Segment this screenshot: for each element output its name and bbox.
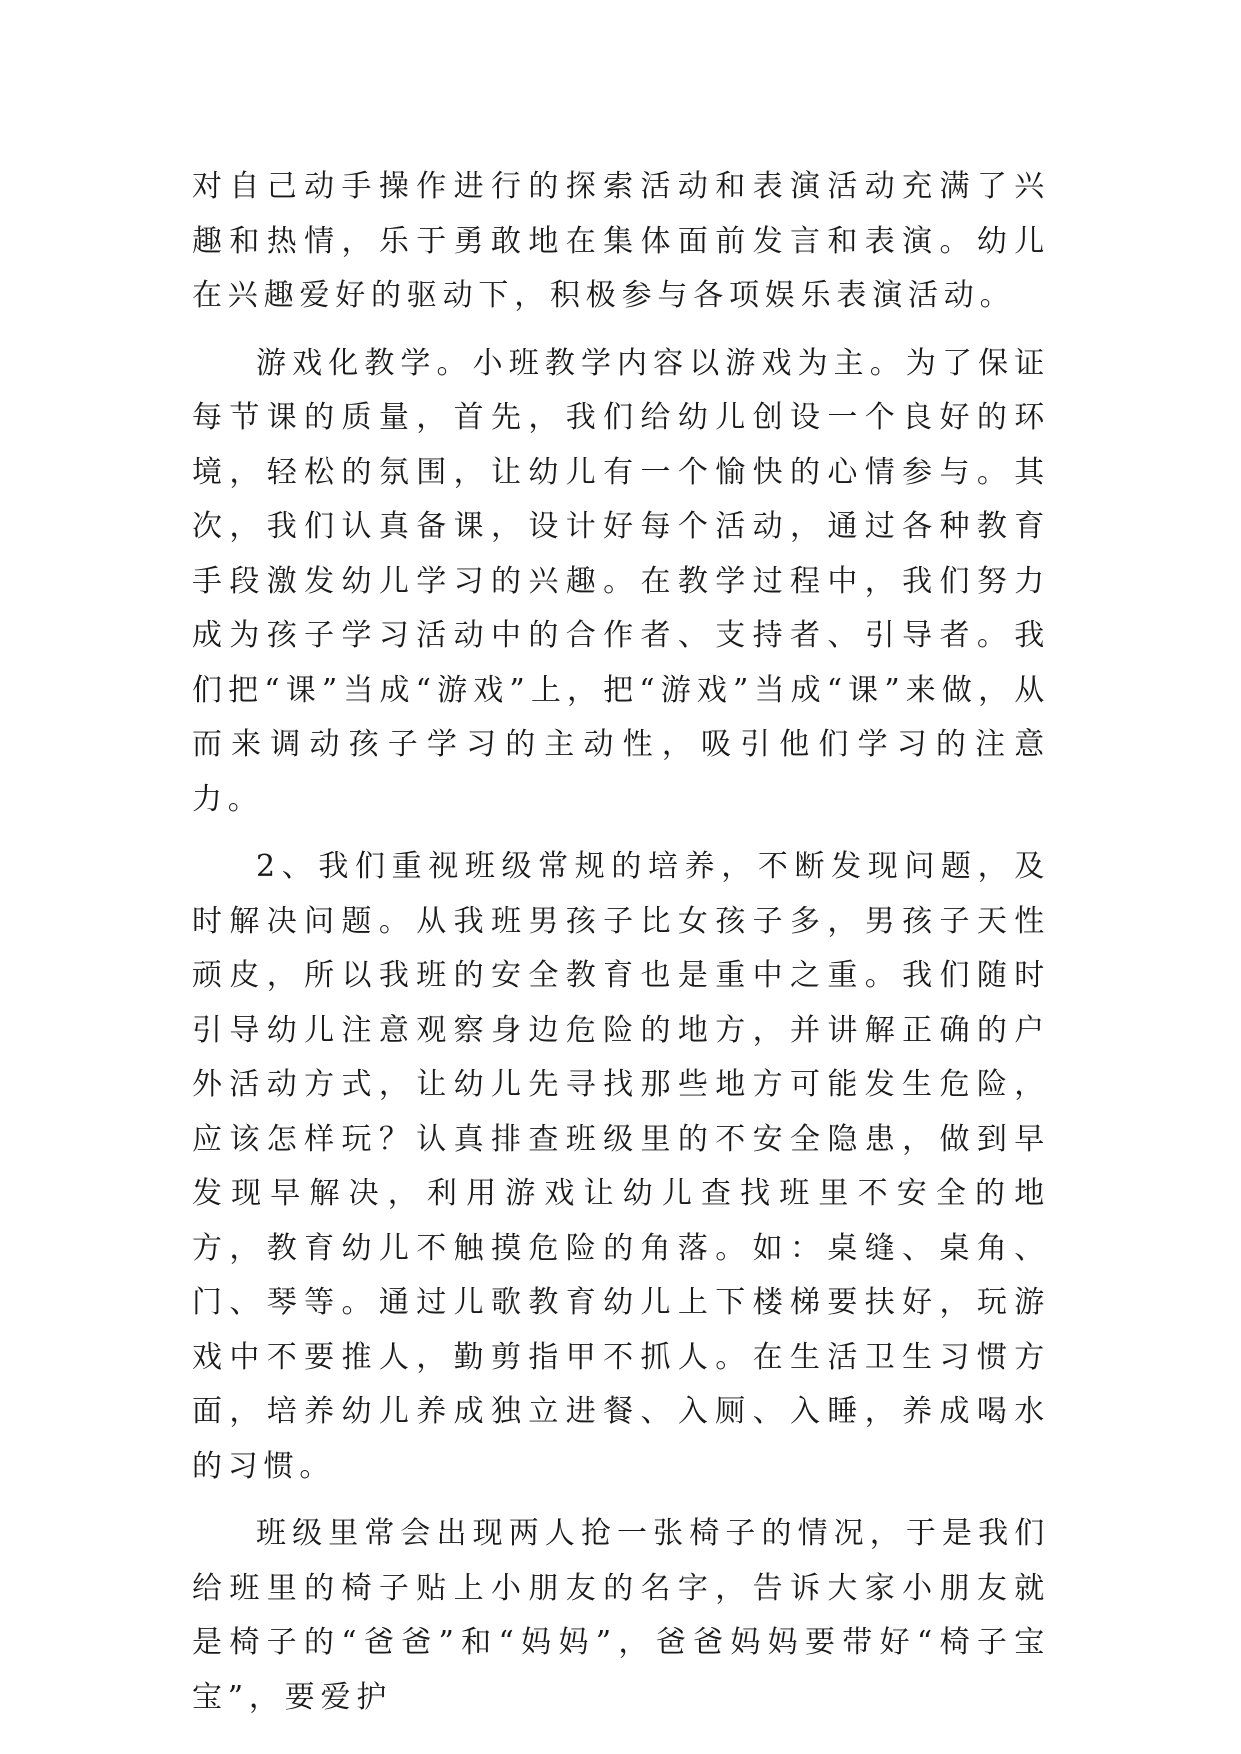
paragraph-continuation: 对自己动手操作进行的探索活动和表演活动充满了兴趣和热情，乐于勇敢地在集体面前发言和表演。幼儿在兴趣爱好的驱动下，积极参与各项娱乐表演活动。 xyxy=(192,169,1050,313)
document-body xyxy=(192,160,1050,1725)
paragraph-class-routine: 2、我们重视班级常规的培养，不断发现问题，及时解决问题。从我班男孩子比女孩子多，男孩子天性顽皮，所以我班的安全教育也是重中之重。我们随时引导幼儿注意观察身边危险的地方，并讲解正确的户外活动方式，让幼儿先寻找那些地方可能发生危险，应该怎样玩？认真排查班级里的不安全隐患，做到早发现早解决，利用游戏让幼儿查找班里不安全的地方，教育幼儿不触摸危险的角落。如：桌缝、桌角、门、琴等。通过儿歌教育幼儿上下楼梯要扶好，玩游戏中不要推人，勤剪指甲不抓人。在生活卫生习惯方面，培养幼儿养成独立进餐、入厕、入睡，养成喝水的习惯。 xyxy=(192,849,1050,1484)
paragraph-game-teaching: 游戏化教学。小班教学内容以游戏为主。为了保证每节课的质量，首先，我们给幼儿创设一个良好的环境，轻松的氛围，让幼儿有一个愉快的心情参与。其次，我们认真备课，设计好每个活动，通过各种教育手段激发幼儿学习的兴趣。在教学过程中，我们努力成为孩子学习活动中的合作者、支持者、引导者。我们把“课”当成“游戏”上，把“游戏”当成“课”来做，从而来调动孩子学习的主动性，吸引他们学习的注意力。 xyxy=(192,345,1050,817)
paragraph-chair-story: 班级里常会出现两人抢一张椅子的情况，于是我们给班里的椅子贴上小朋友的名字，告诉大家小朋友就是椅子的“爸爸”和“妈妈”，爸爸妈妈要带好“椅子宝宝”，要爱护 xyxy=(192,1516,1050,1715)
